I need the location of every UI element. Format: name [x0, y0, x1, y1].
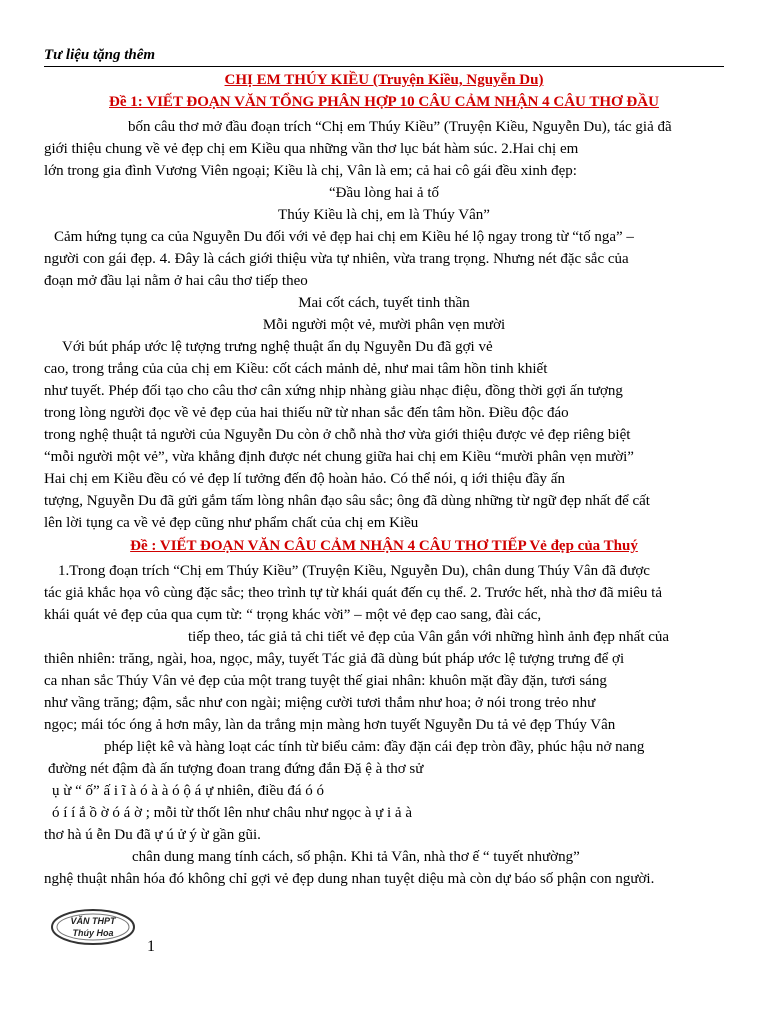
header-label: Tư liệu tặng thêm: [44, 47, 724, 67]
logo: [50, 908, 136, 946]
text-line: ó í í ắ ồ ờ ó á ờ ; mỗi từ thốt lên như châu như ngọc à ự i ả à: [52, 805, 412, 821]
page-number: 1: [147, 938, 155, 955]
text-line: thơ hà ú ễn Du đã ự ú ử ý ừ gần gũi.: [44, 827, 261, 843]
text-line: tượng, Nguyễn Du đã gửi gắm tấm lòng nhân đạo sâu sắc; ông đã dùng những từ ngữ đẹp nhất để cất: [44, 493, 650, 509]
poem-line: Mai cốt cách, tuyết tinh thần: [298, 295, 470, 311]
text-line: trong nghệ thuật tả người của Nguyễn Du còn ở chỗ nhà thơ vừa giới thiệu được vẻ đẹp riêng biệt: [44, 427, 631, 443]
text-line: 1.Trong đoạn trích “Chị em Thúy Kiều” (Truyện Kiều, Nguyễn Du), chân dung Thúy Vân đã được: [58, 563, 650, 579]
logo-line1: VĂN THPT: [70, 916, 116, 926]
text-line: lên lời tụng ca về vẻ đẹp cũng như phẩm chất của chị em Kiều: [44, 515, 419, 531]
text-line: lớn trong gia đình Vương Viên ngoại; Kiều là chị, Vân là em; cả hai cô gái đều xinh đẹp:: [44, 163, 577, 179]
text-line: thiên nhiên: trăng, ngài, hoa, ngọc, mây, tuyết Tác giả đã dùng bút pháp ước lệ tượng trưng để ợi: [44, 651, 625, 667]
de2-title: Đề : VIẾT ĐOẠN VĂN CÂU CẢM NHẬN 4 CÂU THƠ TIẾP Vẻ đẹp của Thuý: [130, 538, 638, 554]
poem-line: “Đầu lòng hai ả tố: [329, 185, 439, 201]
text-line: trong lòng người đọc về vẻ đẹp của hai thiếu nữ từ nhan sắc đến tâm hồn. Điều độc đáo: [44, 405, 569, 421]
text-line: tiếp theo, tác giả tả chi tiết vẻ đẹp của Vân gắn với những hình ảnh đẹp nhất của: [188, 629, 670, 645]
text-line: ụ ừ “ ố” ấ i ĩ à ó à à ó ộ á ự nhiên, điều đá ó ó: [52, 783, 325, 799]
text-line: đoạn mở đầu lại nằm ở hai câu thơ tiếp theo: [44, 273, 308, 289]
text-line: tác giả khắc họa vô cùng đặc sắc; theo trình tự từ khái quát đến cụ thể. 2. Trước hết, nhà thơ đã miêu tả: [44, 585, 663, 601]
poem-line: Mỗi người một vẻ, mười phân vẹn mười: [262, 317, 506, 333]
text-line: chân dung mang tính cách, số phận. Khi tả Vân, nhà thơ ế “ tuyết nhường”: [132, 849, 580, 865]
text-line: đường nét đậm đà ấn tượng đoan trang đứng đắn Đặ ệ à thơ sử: [48, 761, 424, 777]
text-line: Với bút pháp ước lệ tượng trưng nghệ thuật ẩn dụ Nguyễn Du đã gợi vẻ: [62, 339, 493, 355]
text-line: Cảm hứng tụng ca của Nguyễn Du đối với vẻ đẹp hai chị em Kiều hé lộ ngay trong từ “tố nga” –: [54, 229, 634, 245]
poem-line: Thúy Kiều là chị, em là Thúy Vân”: [278, 207, 490, 223]
logo-line2: Thúy Hoa: [72, 928, 114, 938]
text-line: Hai chị em Kiều đều có vẻ đẹp lí tưởng đến độ hoàn hảo. Có thể nói, q iới thiệu đầy ấn: [44, 471, 565, 487]
text-line: như vầng trăng; đậm, sắc như con ngài; miệng cười tươi thắm như hoa; ở nói trong trẻo như: [44, 695, 596, 711]
text-line: cao, trong trắng của của chị em Kiều: cốt cách mảnh dẻ, như mai tâm hồn tinh khiết: [44, 361, 548, 377]
text-line: phép liệt kê và hàng loạt các tính từ biểu cảm: đầy đặn cái đẹp tròn đầy, phúc hậu nở nang: [104, 739, 645, 755]
text-line: nghệ thuật nhân hóa đó không chỉ gợi vẻ đẹp dung nhan tuyệt diệu mà còn dự báo số phận con người.: [44, 871, 655, 887]
text-line: khái quát vẻ đẹp của qua cụm từ: “ trọng khác vời” – một vẻ đẹp cao sang, đài các,: [44, 607, 542, 623]
text-line: ca nhan sắc Thúy Vân vẻ đẹp của một trang tuyệt thế giai nhân: khuôn mặt đầy đặn, tươi sáng: [44, 673, 607, 689]
text-line: giới thiệu chung về vẻ đẹp chị em Kiều qua những vần thơ lục bát hàm súc. 2.Hai chị em: [44, 141, 579, 157]
main-title: CHỊ EM THÚY KIỀU (Truyện Kiều, Nguyễn Du): [224, 72, 544, 88]
text-line: ngọc; mái tóc óng ả hơn mây, làn da trắng mịn màng hơn tuyết Nguyễn Du tả vẻ đẹp Thúy Vân: [44, 717, 616, 733]
text-line: bốn câu thơ mở đầu đoạn trích “Chị em Thúy Kiều” (Truyện Kiều, Nguyễn Du), tác giả đã: [128, 119, 672, 135]
text-line: như tuyết. Phép đối tạo cho câu thơ cân xứng nhịp nhàng giàu nhạc điệu, đồng thời gợi ấn tượng: [44, 383, 623, 399]
text-line: người con gái đẹp. 4. Đây là cách giới thiệu vừa tự nhiên, vừa trang trọng. Nhưng nét đặc sắc của: [44, 251, 629, 267]
de1-title: Đề 1: VIẾT ĐOẠN VĂN TỔNG PHÂN HỢP 10 CÂU CẢM NHẬN 4 CÂU THƠ ĐẦU: [109, 94, 659, 110]
text-line: “mỗi người một vẻ”, vừa khẳng định được nét chung giữa hai chị em Kiều “mười phân vẹn mười”: [44, 449, 634, 465]
